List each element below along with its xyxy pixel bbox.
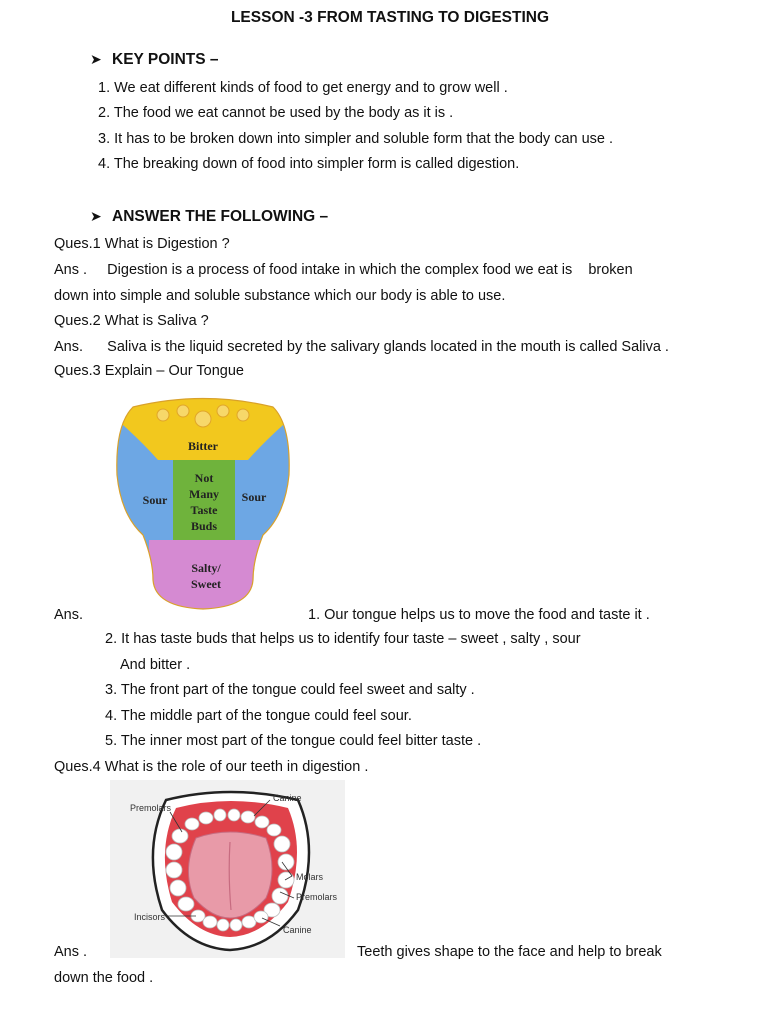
incisors-label: Incisors <box>134 912 166 922</box>
answer-4-line-1: Teeth gives shape to the face and help to break <box>357 944 662 960</box>
page-title: LESSON -3 FROM TASTING TO DIGESTING <box>230 9 550 26</box>
question-4: Ques.4 What is the role of our teeth in digestion . <box>54 759 369 775</box>
key-points-heading-text: KEY POINTS – <box>112 51 219 68</box>
not-many-label: Many <box>189 487 219 501</box>
question-3: Ques.3 Explain – Our Tongue <box>54 363 244 379</box>
canine-top-label: Canine <box>273 793 302 803</box>
answer-3-item: 5. The inner most part of the tongue could feel bitter taste . <box>105 733 482 749</box>
answer-3-item: And bitter . <box>120 657 191 673</box>
sour-left-label: Sour <box>142 493 168 507</box>
key-points-heading <box>90 50 219 69</box>
answer-3-item: 2. It has taste buds that helps us to identify four taste – sweet , salty , sour <box>105 631 581 647</box>
answer-3-item: 4. The middle part of the tongue could feel sour. <box>105 708 412 724</box>
premolars-top-label: Premolars <box>130 803 172 813</box>
sour-right-label: Sour <box>241 490 267 504</box>
mouth-diagram <box>110 780 345 958</box>
not-many-label: Taste <box>190 503 218 517</box>
answer-3-item: 1. Our tongue helps us to move the food and taste it . <box>308 607 650 623</box>
answer-3-item: 3. The front part of the tongue could feel sweet and salty . <box>105 682 475 698</box>
salty-sweet-label: Sweet <box>191 577 221 591</box>
answer-4-line-2: down the food . <box>54 970 154 986</box>
arrow-bullet-icon: ➤ <box>90 51 102 67</box>
canine-bottom-label: Canine <box>283 925 312 935</box>
key-point-item: 4. The breaking down of food into simpler form is called digestion. <box>98 156 520 172</box>
answer-1-line-2: down into simple and soluble substance which our body is able to use. <box>54 288 506 304</box>
salty-sweet-label: Salty/ <box>191 561 221 575</box>
arrow-bullet-icon: ➤ <box>90 208 102 224</box>
answer-3-prefix: Ans. <box>54 607 84 623</box>
question-2: Ques.2 What is Saliva ? <box>54 313 209 329</box>
answer-1-line-1: Ans . Digestion is a process of food intake in which the complex food we eat is broken <box>54 262 633 278</box>
not-many-label: Buds <box>190 519 218 533</box>
molars-label: Molars <box>296 872 324 882</box>
bitter-label: Bitter <box>188 439 218 453</box>
key-point-item: 2. The food we eat cannot be used by the body as it is . <box>98 105 454 121</box>
answer-heading <box>90 207 328 226</box>
answer-heading-text: ANSWER THE FOLLOWING – <box>112 208 329 225</box>
premolars-right-label: Premolars <box>296 892 338 902</box>
teeth-figure <box>110 780 345 958</box>
key-point-item: 3. It has to be broken down into simpler and soluble form that the body can use . <box>98 131 614 147</box>
question-1: Ques.1 What is Digestion ? <box>54 236 230 252</box>
tongue-diagram <box>103 385 303 615</box>
not-many-label: Not <box>194 471 214 485</box>
key-point-item: 1. We eat different kinds of food to get energy and to grow well . <box>98 80 508 96</box>
answer-4-prefix: Ans . <box>54 944 88 960</box>
tongue-figure <box>103 385 303 615</box>
answer-2: Ans. Saliva is the liquid secreted by the salivary glands located in the mouth is called Saliva . <box>54 339 669 355</box>
